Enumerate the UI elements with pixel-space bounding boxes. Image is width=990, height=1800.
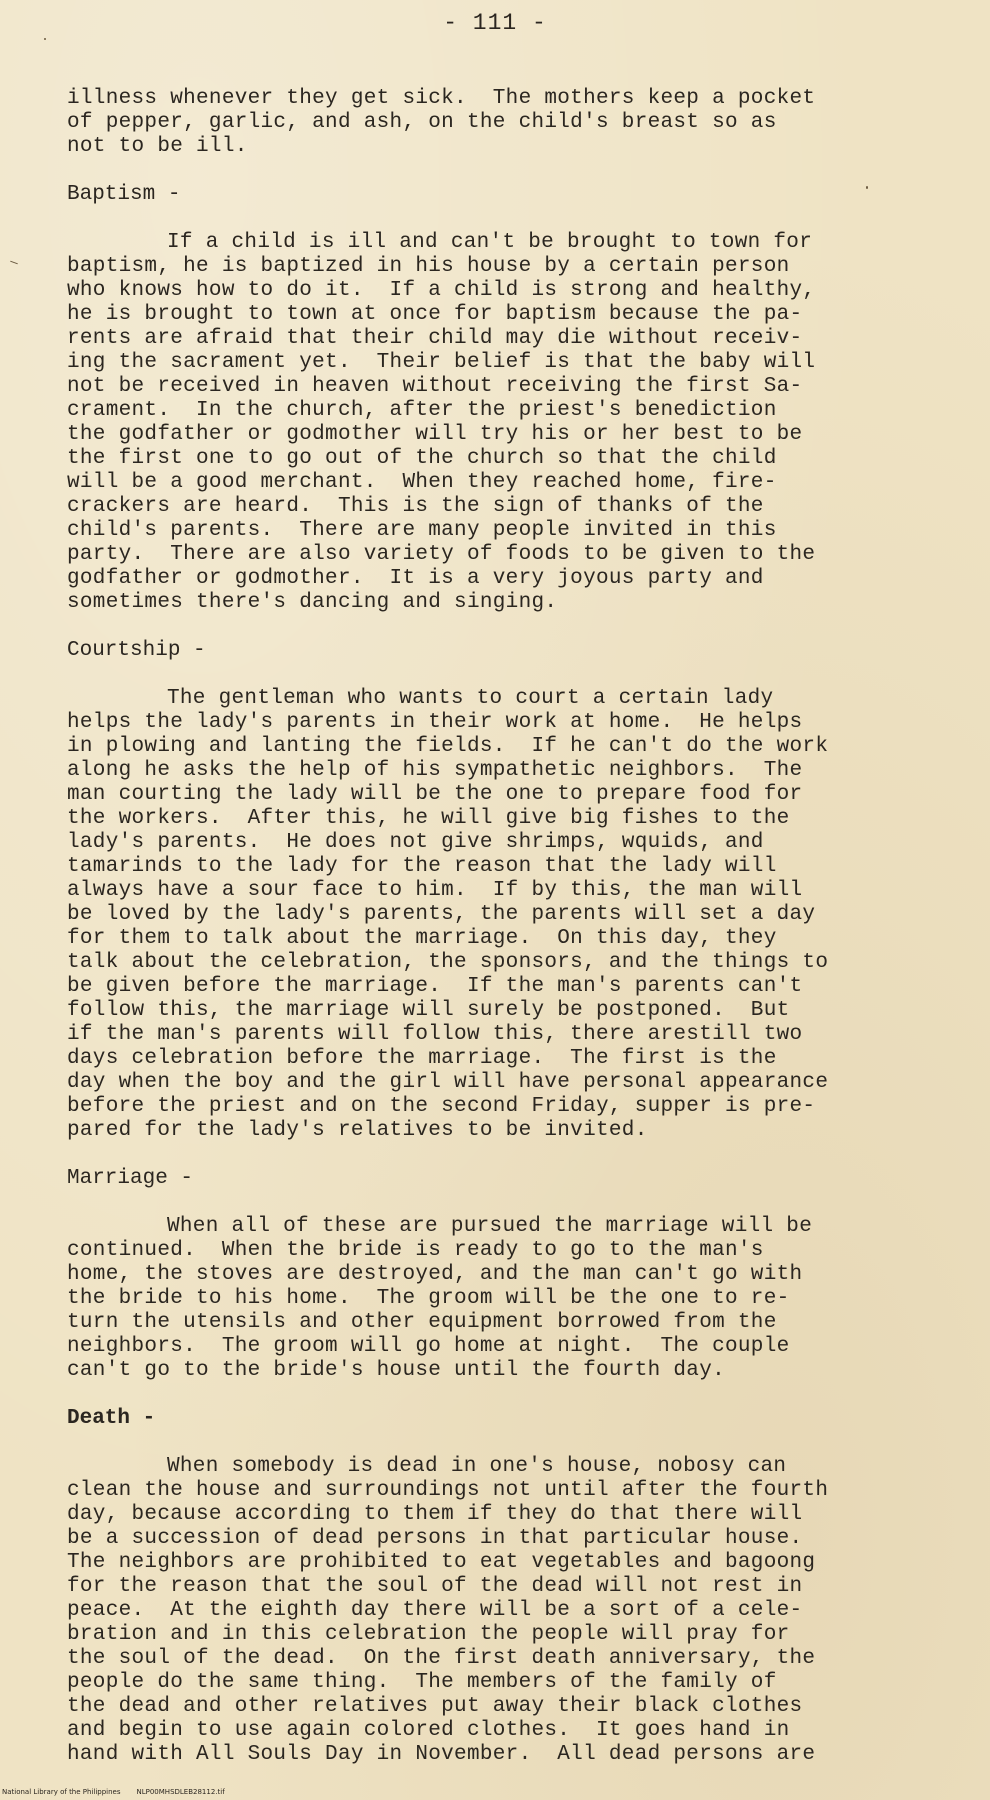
section-heading: Baptism -: [67, 183, 181, 206]
spacer: [67, 1191, 967, 1215]
text-line: can't go to the bride's house until the fourth day.: [67, 1359, 726, 1382]
text-line: he is brought to town at once for baptism because the pa-: [67, 303, 803, 326]
text-line: the dead and other relatives put away their black clothes: [67, 1695, 803, 1718]
text-line: helps the lady's parents in their work at home. He helps: [67, 711, 803, 734]
text-line: continued. When the bride is ready to go to the man's: [67, 1239, 764, 1262]
text-line: If a child is ill and can't be brought to town for: [167, 231, 813, 254]
footer-file-reference: NLP00MHSDLEB28112.tif: [136, 1788, 225, 1796]
text-line: before the priest and on the second Friday, supper is pre-: [67, 1095, 816, 1118]
text-line: illness whenever they get sick. The mothers keep a pocket: [67, 87, 816, 110]
page-number: - 111 -: [443, 10, 547, 36]
scan-speck: [10, 261, 18, 265]
text-line: and begin to use again colored clothes. It goes hand in: [67, 1719, 790, 1742]
text-line: home, the stoves are destroyed, and the man can't go with: [67, 1263, 803, 1286]
text-line: crackers are heard. This is the sign of thanks of the: [67, 495, 764, 518]
scan-footer: [2, 1788, 225, 1796]
text-line: the workers. After this, he will give big fishes to the: [67, 807, 790, 830]
text-line: the first one to go out of the church so that the child: [67, 447, 777, 470]
text-line: tamarinds to the lady for the reason that the lady will: [67, 855, 777, 878]
section-paragraph: [67, 1215, 967, 1383]
text-line: turn the utensils and other equipment borrowed from the: [67, 1311, 777, 1334]
text-line: days celebration before the marriage. The first is the: [67, 1047, 777, 1070]
text-line: for the reason that the soul of the dead will not rest in: [67, 1575, 803, 1598]
spacer: [67, 159, 967, 183]
text-line: party. There are also variety of foods to be given to the: [67, 543, 816, 566]
opening-paragraph: [67, 87, 967, 159]
text-line: will be a good merchant. When they reached home, fire-: [67, 471, 777, 494]
text-line: ing the sacrament yet. Their belief is that the baby will: [67, 351, 816, 374]
text-line: The gentleman who wants to court a certain lady: [167, 687, 774, 710]
spacer: [67, 207, 967, 231]
text-line: people do the same thing. The members of the family of: [67, 1671, 777, 1694]
text-line: be given before the marriage. If the man's parents can't: [67, 975, 803, 998]
section-heading: Courtship -: [67, 639, 206, 662]
spacer: [67, 1383, 967, 1407]
text-line: talk about the celebration, the sponsors, and the things to: [67, 951, 829, 974]
text-line: in plowing and lanting the fields. If he can't do the work: [67, 735, 829, 758]
text-line: pared for the lady's relatives to be invited.: [67, 1119, 648, 1142]
spacer: [67, 615, 967, 639]
text-line: who knows how to do it. If a child is strong and healthy,: [67, 279, 816, 302]
text-line: bration and in this celebration the people will pray for: [67, 1623, 790, 1646]
section-heading: Death -: [67, 1407, 156, 1430]
text-line: sometimes there's dancing and singing.: [67, 591, 558, 614]
text-line: follow this, the marriage will surely be postponed. But: [67, 999, 790, 1022]
section-paragraph: [67, 1455, 967, 1767]
text-line: if the man's parents will follow this, there arestill two: [67, 1023, 803, 1046]
text-line: lady's parents. He does not give shrimps, wquids, and: [67, 831, 764, 854]
text-line: When somebody is dead in one's house, nobosy can: [167, 1455, 787, 1478]
document-body: [67, 87, 967, 1767]
text-line: not to be ill.: [67, 135, 248, 158]
text-line: be loved by the lady's parents, the parents will set a day: [67, 903, 816, 926]
spacer: [67, 1143, 967, 1167]
footer-library: National Library of the Philippines: [2, 1788, 121, 1796]
text-line: day, because according to them if they do that there will: [67, 1503, 803, 1526]
text-line: the bride to his home. The groom will be the one to re-: [67, 1287, 790, 1310]
text-line: man courting the lady will be the one to prepare food for: [67, 783, 803, 806]
text-line: of pepper, garlic, and ash, on the child's breast so as: [67, 111, 777, 134]
text-line: hand with All Souls Day in November. All dead persons are: [67, 1743, 816, 1766]
text-line: baptism, he is baptized in his house by a certain person: [67, 255, 790, 278]
spacer: [67, 663, 967, 687]
spacer: [67, 1431, 967, 1455]
text-line: be a succession of dead persons in that particular house.: [67, 1527, 803, 1550]
scan-speck: [866, 186, 868, 189]
text-line: rents are afraid that their child may die without receiv-: [67, 327, 803, 350]
section-paragraph: [67, 231, 967, 615]
text-line: crament. In the church, after the priest's benediction: [67, 399, 777, 422]
scan-speck: [44, 38, 46, 40]
section-heading: Marriage -: [67, 1167, 194, 1190]
text-line: day when the boy and the girl will have personal appearance: [67, 1071, 829, 1094]
section-paragraph: [67, 687, 967, 1143]
text-line: neighbors. The groom will go home at night. The couple: [67, 1335, 790, 1358]
text-line: the soul of the dead. On the first death anniversary, the: [67, 1647, 816, 1670]
text-line: for them to talk about the marriage. On this day, they: [67, 927, 777, 950]
text-line: godfather or godmother. It is a very joyous party and: [67, 567, 764, 590]
text-line: clean the house and surroundings not until after the fourth: [67, 1479, 829, 1502]
text-line: When all of these are pursued the marriage will be: [167, 1215, 813, 1238]
text-line: along he asks the help of his sympathetic neighbors. The: [67, 759, 803, 782]
text-line: The neighbors are prohibited to eat vegetables and bagoong: [67, 1551, 816, 1574]
text-line: peace. At the eighth day there will be a sort of a cele-: [67, 1599, 803, 1622]
sections-container: [67, 159, 967, 1767]
text-line: not be received in heaven without receiving the first Sa-: [67, 375, 803, 398]
text-line: child's parents. There are many people invited in this: [67, 519, 777, 542]
text-line: the godfather or godmother will try his or her best to be: [67, 423, 803, 446]
text-line: always have a sour face to him. If by this, the man will: [67, 879, 803, 902]
